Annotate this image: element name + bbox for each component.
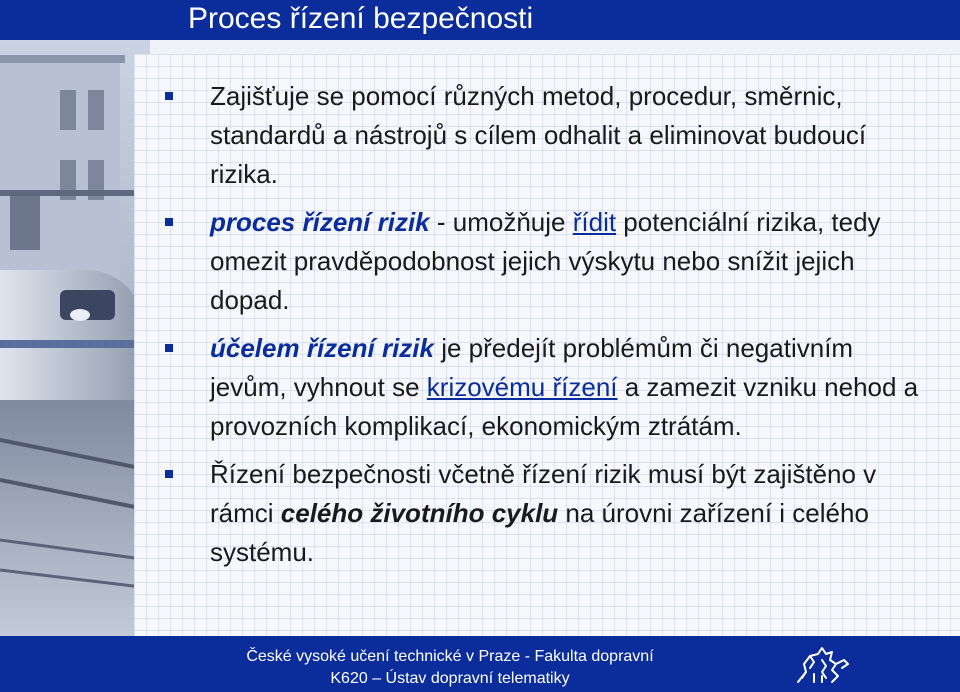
footer-university: České vysoké učení technické v Praze - Fakulta dopravní [246, 648, 654, 665]
title-bar [0, 0, 960, 40]
square-bullet-icon [165, 218, 173, 226]
bullet-emphasis: celého životního cyklu [280, 498, 559, 528]
link-ridit[interactable]: řídit [572, 207, 617, 237]
bullet-term: účelem řízení rizik [210, 333, 434, 363]
bullet-text: je předejít problémům či negativním jevům, vyhnout se [210, 333, 854, 402]
bullet-text: Řízení bezpečnosti včetně řízení rizik musí být zajištěno v rámci [210, 459, 877, 528]
bullet-text: na úrovni zařízení i celého systému. [210, 498, 869, 567]
slide-title: Proces řízení bezpečnosti [188, 2, 534, 35]
square-bullet-icon [165, 470, 173, 478]
footer-department: K620 – Ústav dopravní telematiky [330, 670, 570, 687]
bullet-item-3 [165, 329, 925, 446]
bullet-text: Zajišťuje se pomocí různých metod, procedur, směrnic, standardů a nástrojů s cílem odhalit a eliminovat budoucí rizika. [210, 81, 867, 189]
bullet-term: proces řízení rizik [210, 207, 430, 237]
train-station-photo [0, 40, 150, 636]
square-bullet-icon [165, 344, 173, 352]
bullet-list [165, 77, 925, 581]
bullet-item-1 [165, 77, 925, 194]
bullet-item-2 [165, 203, 925, 320]
bullet-text: a zamezit vzniku nehod a provozních komplikací, ekonomickým ztrátám. [210, 372, 919, 441]
link-krizove-rizeni[interactable]: krizovému řízení [426, 372, 618, 402]
bullet-text: - umožňuje [429, 207, 573, 237]
bullet-item-4 [165, 455, 925, 572]
lion-logo-icon [792, 642, 852, 690]
square-bullet-icon [165, 92, 173, 100]
bullet-text: potenciální rizika, tedy omezit pravděpodobnost jejich výskytu nebo snížit jejich dopad. [210, 207, 881, 315]
